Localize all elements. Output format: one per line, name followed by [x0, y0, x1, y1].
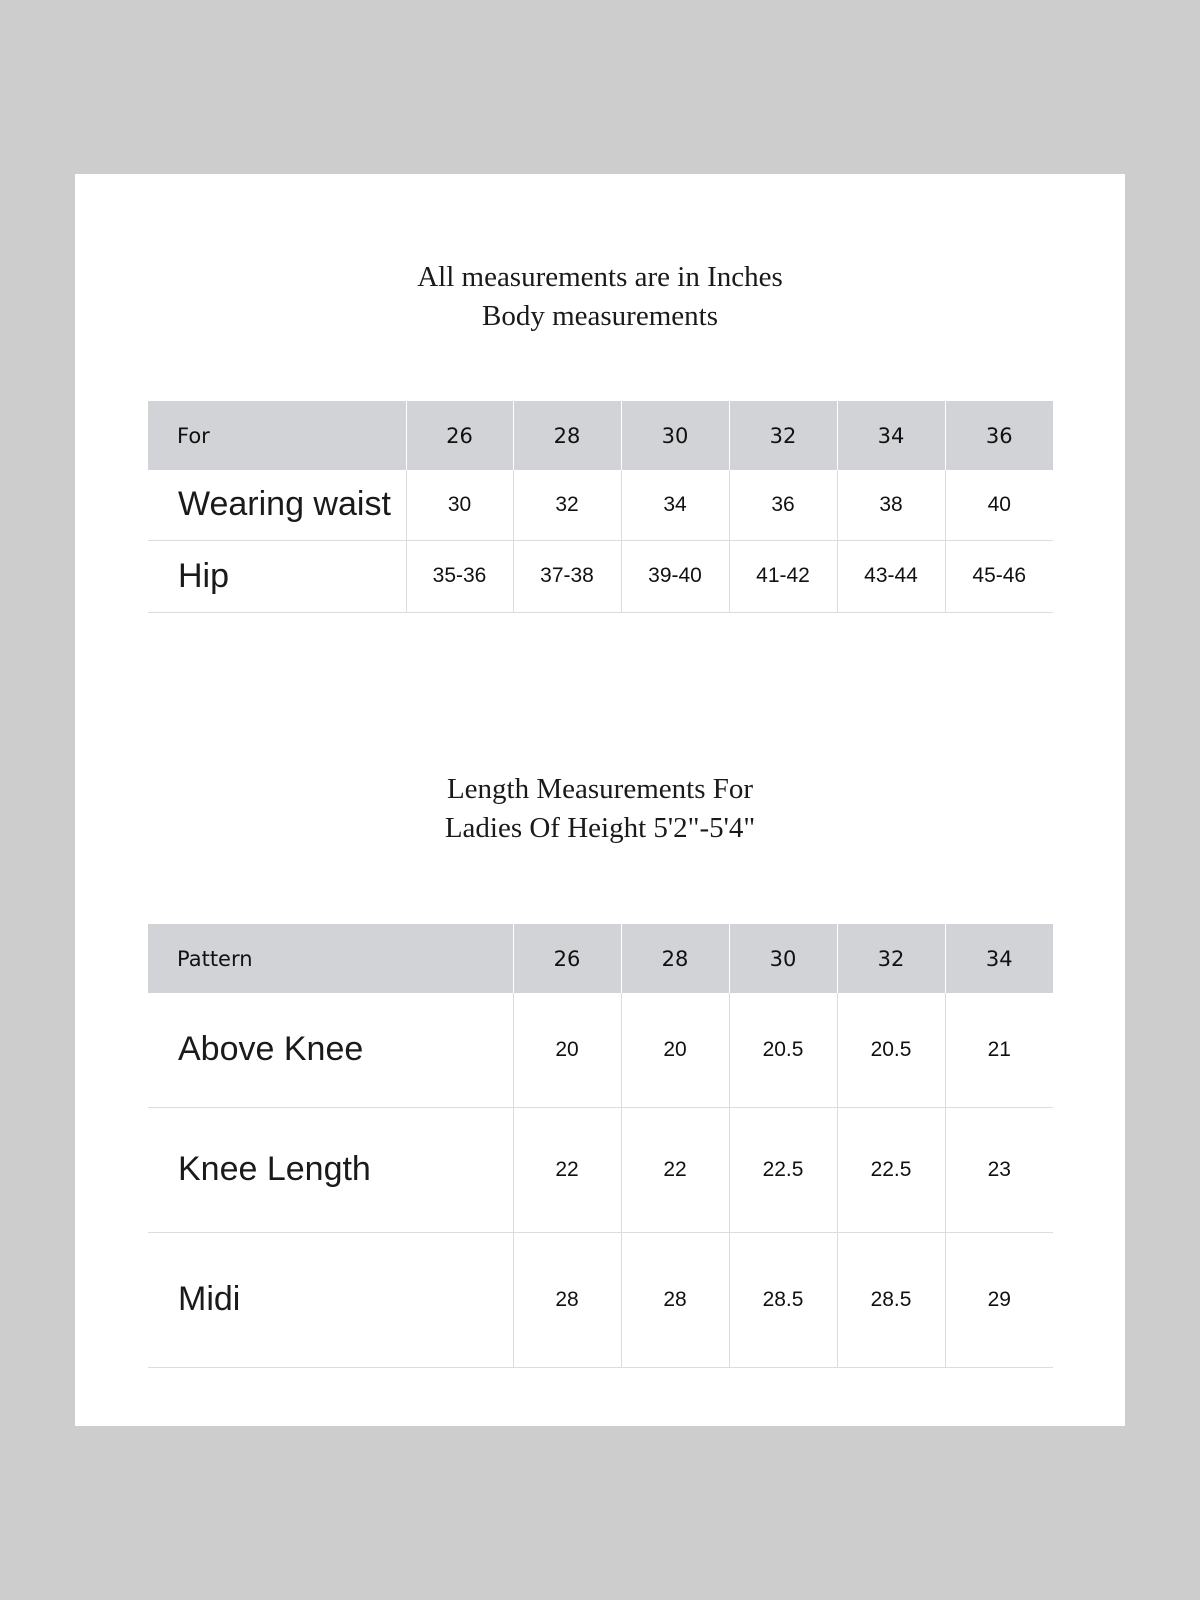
size-header: 26	[513, 924, 621, 993]
size-header: 36	[945, 401, 1053, 470]
table-cell: 21	[945, 993, 1053, 1107]
table-cell: 23	[945, 1107, 1053, 1232]
table-cell: 22	[621, 1107, 729, 1232]
row-label: Wearing waist	[148, 470, 406, 540]
length-measurements-table	[148, 924, 1053, 1368]
table-cell: 22.5	[837, 1107, 945, 1232]
table-cell: 20	[621, 993, 729, 1107]
length-measurements-heading	[75, 770, 1125, 848]
table-cell: 37-38	[513, 540, 621, 612]
height-note: Ladies Of Height 5'2"-5'4"	[444, 812, 756, 844]
row-label: Hip	[148, 540, 406, 612]
table-cell: 43-44	[837, 540, 945, 612]
table-cell: 32	[513, 470, 621, 540]
table-cell: 29	[945, 1232, 1053, 1367]
row-label: Knee Length	[148, 1107, 513, 1232]
table-cell: 40	[945, 470, 1053, 540]
header-label: For	[177, 423, 210, 448]
table-cell: 22.5	[729, 1107, 837, 1232]
table-row	[148, 1107, 1053, 1232]
table-cell: 28.5	[729, 1232, 837, 1367]
body-measurements-title: Body measurements	[482, 300, 718, 332]
body-measurements-table	[148, 401, 1053, 613]
size-header: 32	[837, 924, 945, 993]
table-cell: 20	[513, 993, 621, 1107]
table-cell: 30	[406, 470, 513, 540]
size-header: 26	[406, 401, 513, 470]
table-row	[148, 470, 1053, 540]
table-cell: 28.5	[837, 1232, 945, 1367]
table-header-row	[148, 924, 1053, 993]
table-cell: 38	[837, 470, 945, 540]
size-header: 34	[837, 401, 945, 470]
table-cell: 34	[621, 470, 729, 540]
table-row	[148, 540, 1053, 612]
table-row	[148, 1232, 1053, 1367]
table-cell: 36	[729, 470, 837, 540]
table-cell: 45-46	[945, 540, 1053, 612]
table-cell: 28	[621, 1232, 729, 1367]
table-header-row	[148, 401, 1053, 470]
length-title: Length Measurements For	[446, 773, 754, 805]
row-label: Midi	[148, 1232, 513, 1367]
row-label: Above Knee	[148, 993, 513, 1107]
table-cell: 39-40	[621, 540, 729, 612]
table-cell: 41-42	[729, 540, 837, 612]
size-chart-card	[75, 174, 1125, 1426]
size-header: 28	[621, 924, 729, 993]
table-cell: 28	[513, 1232, 621, 1367]
table-cell: 20.5	[729, 993, 837, 1107]
table-cell: 22	[513, 1107, 621, 1232]
body-measurements-heading	[75, 258, 1125, 336]
table-cell: 20.5	[837, 993, 945, 1107]
size-header: 28	[513, 401, 621, 470]
table-cell: 35-36	[406, 540, 513, 612]
header-label: Pattern	[177, 946, 253, 971]
size-header: 34	[945, 924, 1053, 993]
units-note: All measurements are in Inches	[417, 261, 783, 293]
table-row	[148, 993, 1053, 1107]
size-header: 32	[729, 401, 837, 470]
size-header: 30	[621, 401, 729, 470]
size-header: 30	[729, 924, 837, 993]
